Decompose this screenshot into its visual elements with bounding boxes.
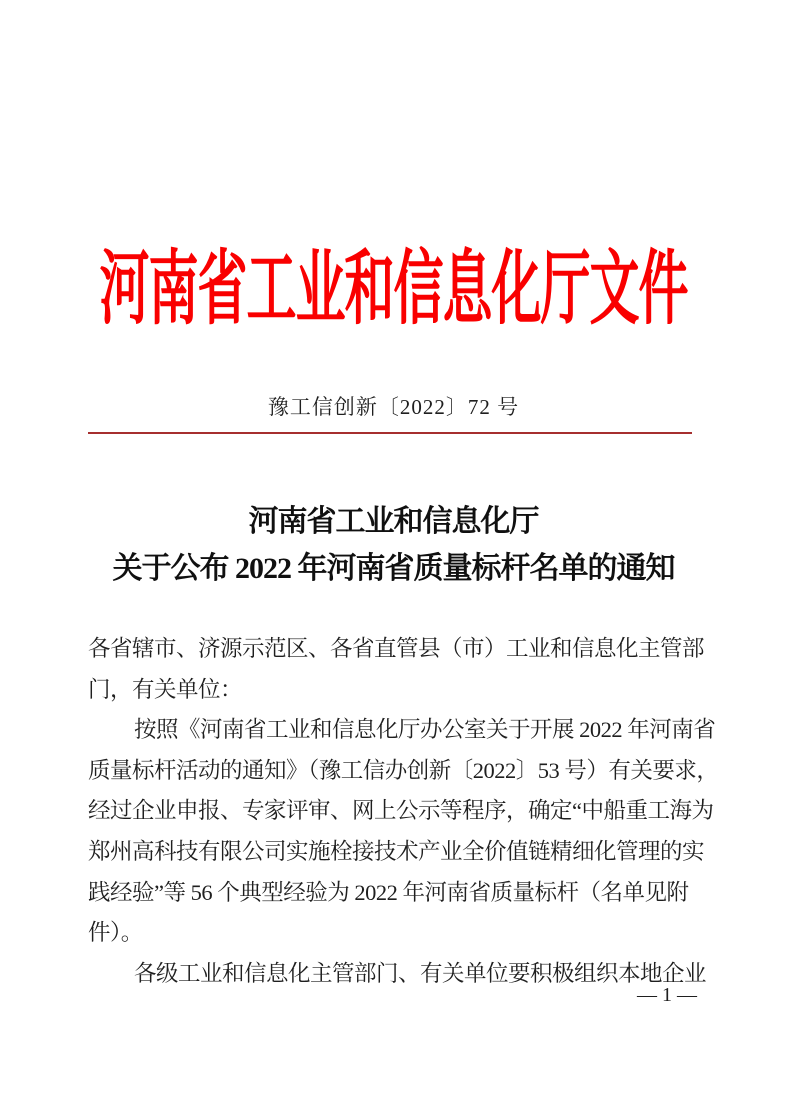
body-line: 件）。 [88,920,143,946]
body-line: 经过企业申报、专家评审、网上公示等程序，确定“中船重工海为 [88,798,714,824]
notice-title-line2: 关于公布 2022 年河南省质量标杆名单的通知 [112,552,675,585]
document-body [88,629,728,994]
body-line: 按照《河南省工业和信息化厅办公室关于开展 2022 年河南省 [134,717,716,743]
page-number: — 1 — [637,984,697,1006]
body-line: 践经验”等 56 个典型经验为 2022 年河南省质量标杆（名单见附 [88,879,689,905]
body-line: 郑州高科技有限公司实施栓接技术产业全价值链精细化管理的实 [88,838,705,864]
body-line: 质量标杆活动的通知》（豫工信办创新〔2022〕53 号）有关要求， [88,757,719,783]
body-line: 各省辖市、济源示范区、各省直管县（市）工业和信息化主管部 [88,636,705,661]
notice-title-line1: 河南省工业和信息化厅 [248,505,539,538]
body-line: 各级工业和信息化主管部门、有关单位要积极组织本地企业 [134,960,707,986]
document-header [0,224,787,335]
notice-title [0,498,787,592]
doc-number: 豫工信创新〔2022〕72 号 [267,395,520,419]
body-line: 门，有关单位： [88,676,243,702]
document-header-title: 河南省工业和信息化厅文件 [99,243,688,335]
red-separator-line [88,432,692,434]
